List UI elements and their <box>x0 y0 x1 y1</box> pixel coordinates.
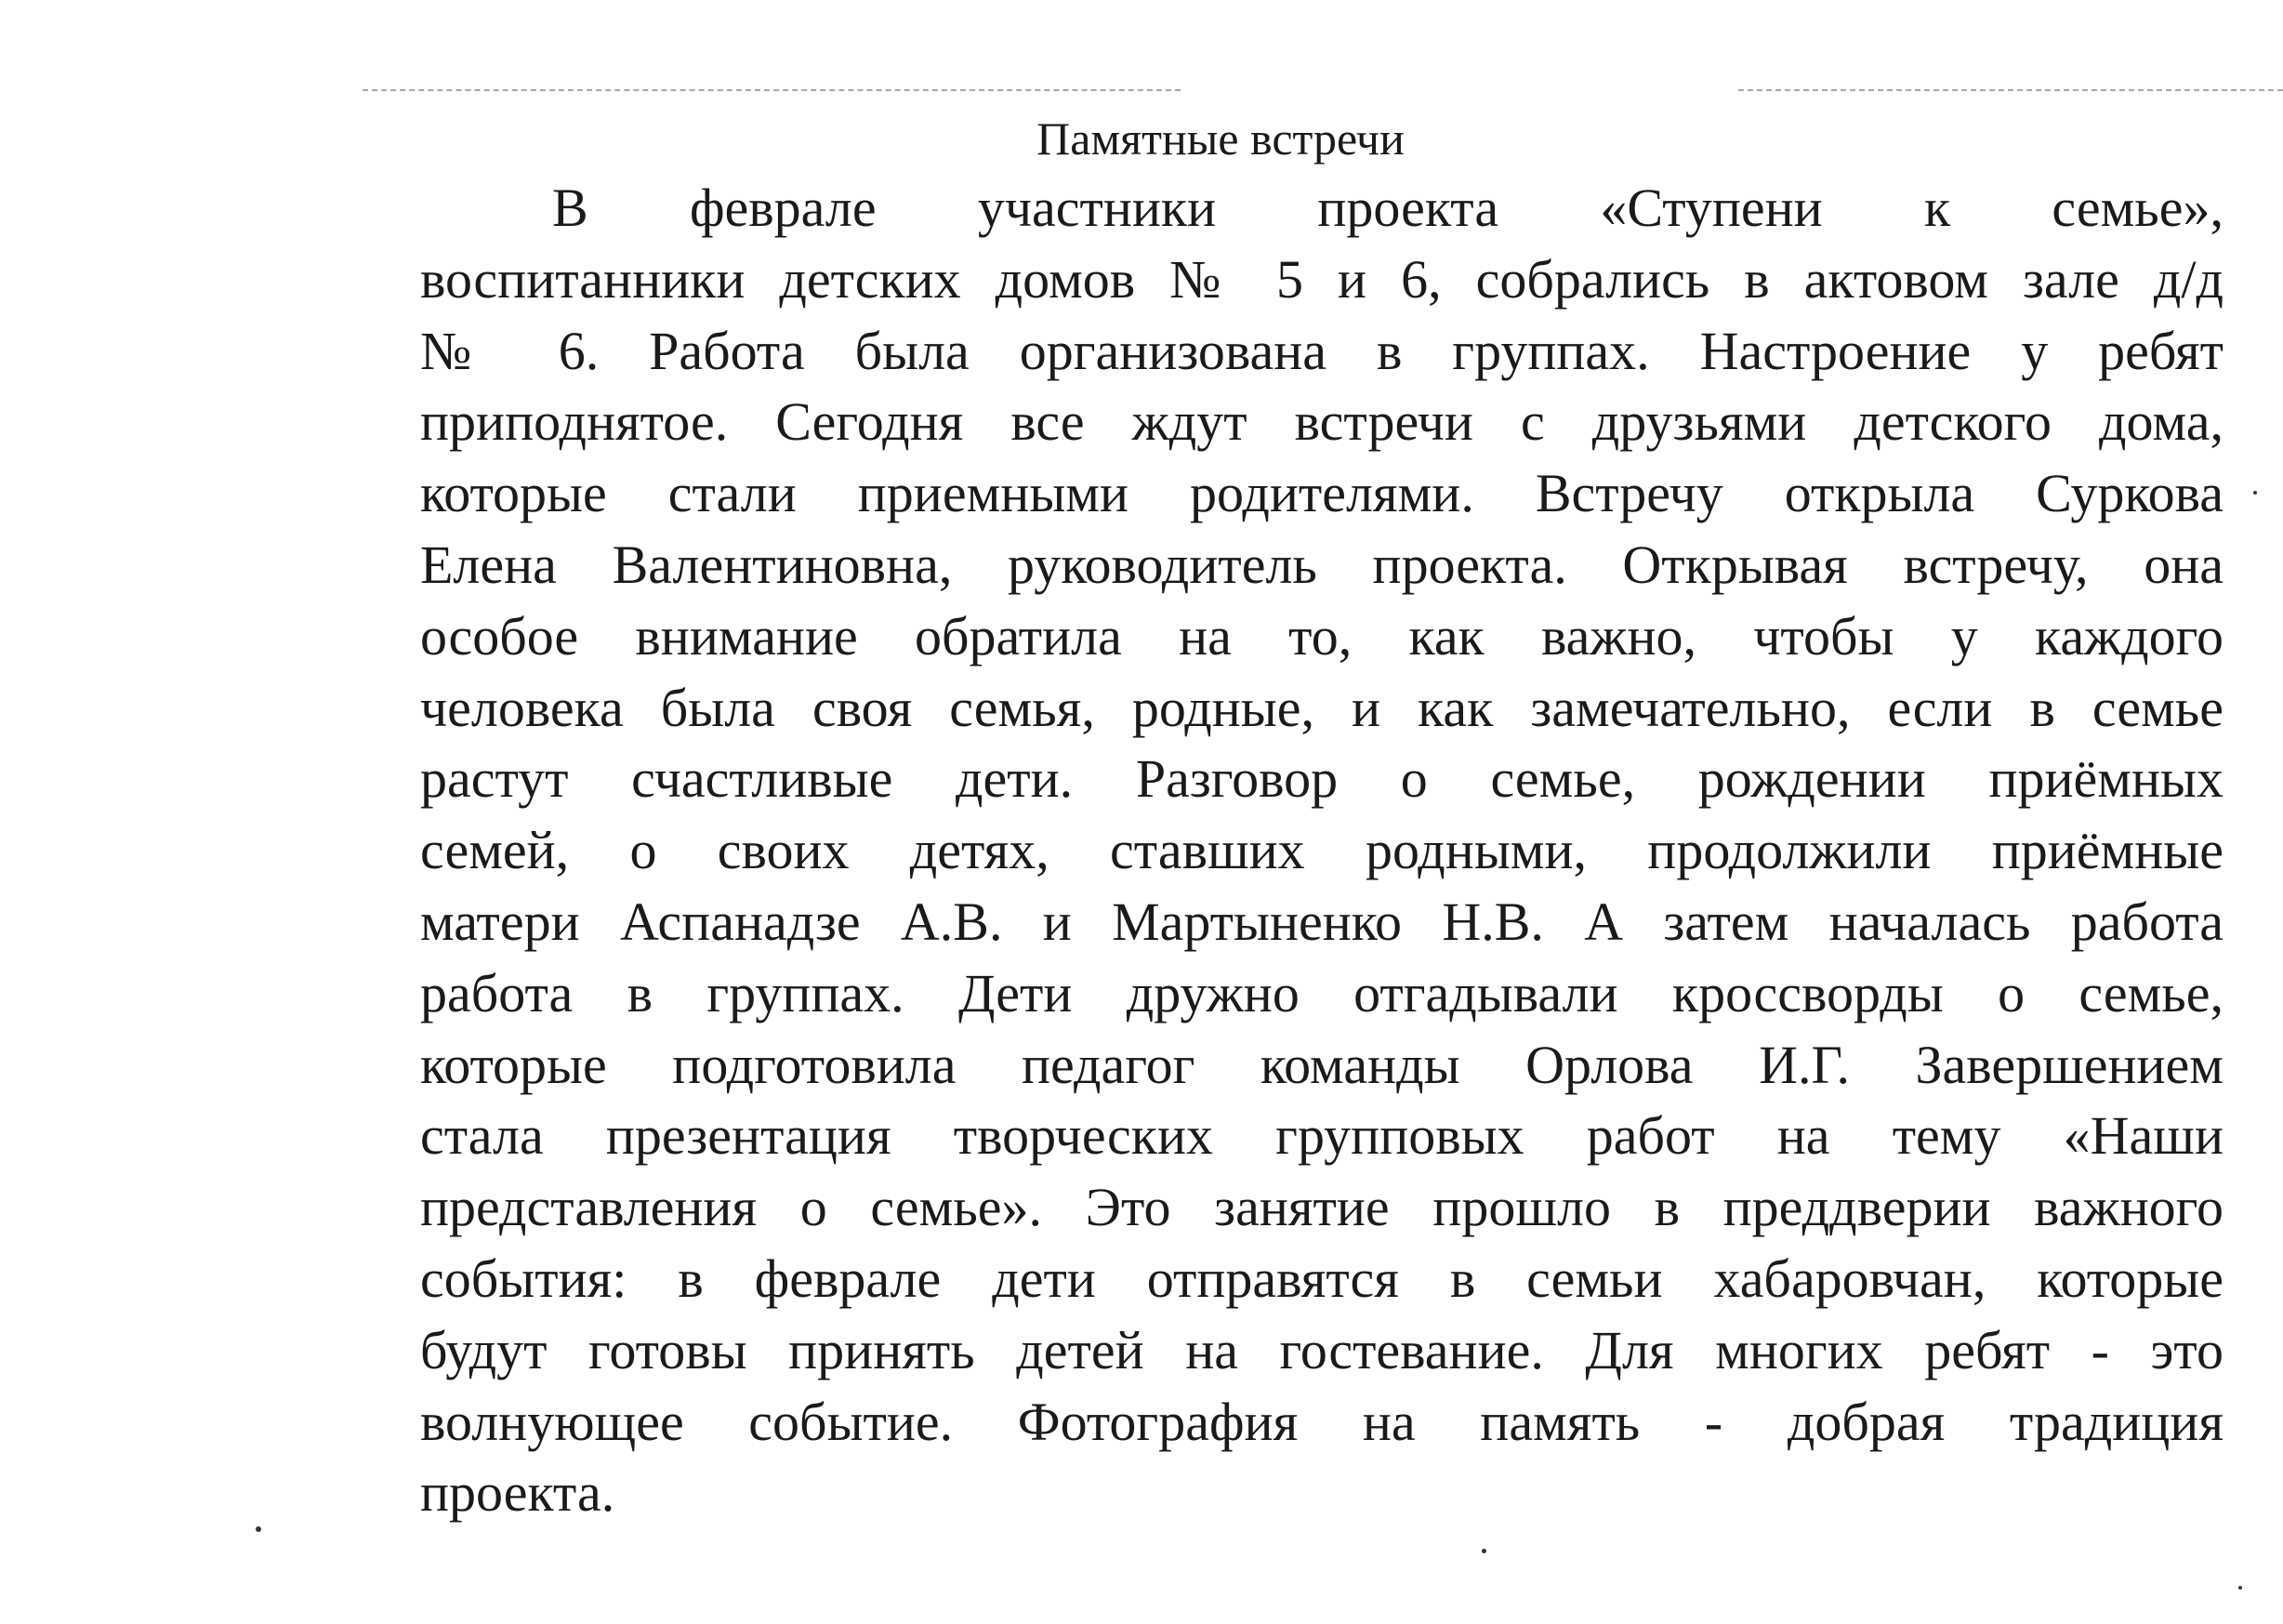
text-line: № 6. Работа была организована в группах. Настроение у ребят <box>420 320 2224 381</box>
scan-speck <box>1482 1549 1486 1553</box>
text-line: семей, о своих детях, ставших родными, продолжили приёмные <box>420 820 2224 881</box>
text-line: стала презентация творческих групповых работ на тему «Наши <box>420 1105 2224 1167</box>
text-line: проекта. <box>420 1462 615 1524</box>
text-line: события: в феврале дети отправятся в семьи хабаровчан, которые <box>420 1248 2224 1309</box>
text-line: В феврале участники проекта «Ступени к семье», <box>552 178 2224 238</box>
text-line: представления о семье». Это занятие прошло в преддверии важного <box>420 1177 2224 1238</box>
scan-speck <box>2238 1586 2242 1590</box>
text-line: волнующее событие. Фотография на память - добрая традиция <box>420 1391 2224 1452</box>
text-line: особое внимание обратила на то, как важно, чтобы у каждого <box>420 605 2224 667</box>
text-line: матери Аспанадзе А.В. и Мартыненко Н.В. А затем началась работа <box>420 891 2224 952</box>
text-line: Елена Валентиновна, руководитель проекта. Открывая встречу, она <box>420 534 2224 595</box>
text-line: которые стали приемными родителями. Встречу открыла Суркова <box>420 463 2224 524</box>
text-line: человека была своя семья, родные, и как замечательно, если в семье <box>420 677 2224 738</box>
scan-speck <box>2253 491 2257 495</box>
scan-edge-rule <box>363 89 1181 91</box>
text-line: будут готовы принять детей на гостевание. Для многих ребят - это <box>420 1319 2224 1380</box>
text-line: приподнятое. Сегодня все ждут встречи с друзьями детского дома, <box>420 391 2224 453</box>
text-line: работа в группах. Дети дружно отгадывали кроссворды о семье, <box>420 962 2224 1023</box>
document-title: Памятные встречи <box>1036 112 1405 165</box>
scan-speck <box>256 1526 261 1532</box>
text-line: воспитанники детских домов № 5 и 6, собрались в актовом зале д/д <box>420 248 2224 310</box>
text-line: растут счастливые дети. Разговор о семье, рождении приёмных <box>420 748 2224 810</box>
text-line: которые подготовила педагог команды Орлова И.Г. Завершением <box>420 1034 2224 1095</box>
document-body <box>420 173 2224 1529</box>
scan-edge-rule <box>1738 89 2283 91</box>
